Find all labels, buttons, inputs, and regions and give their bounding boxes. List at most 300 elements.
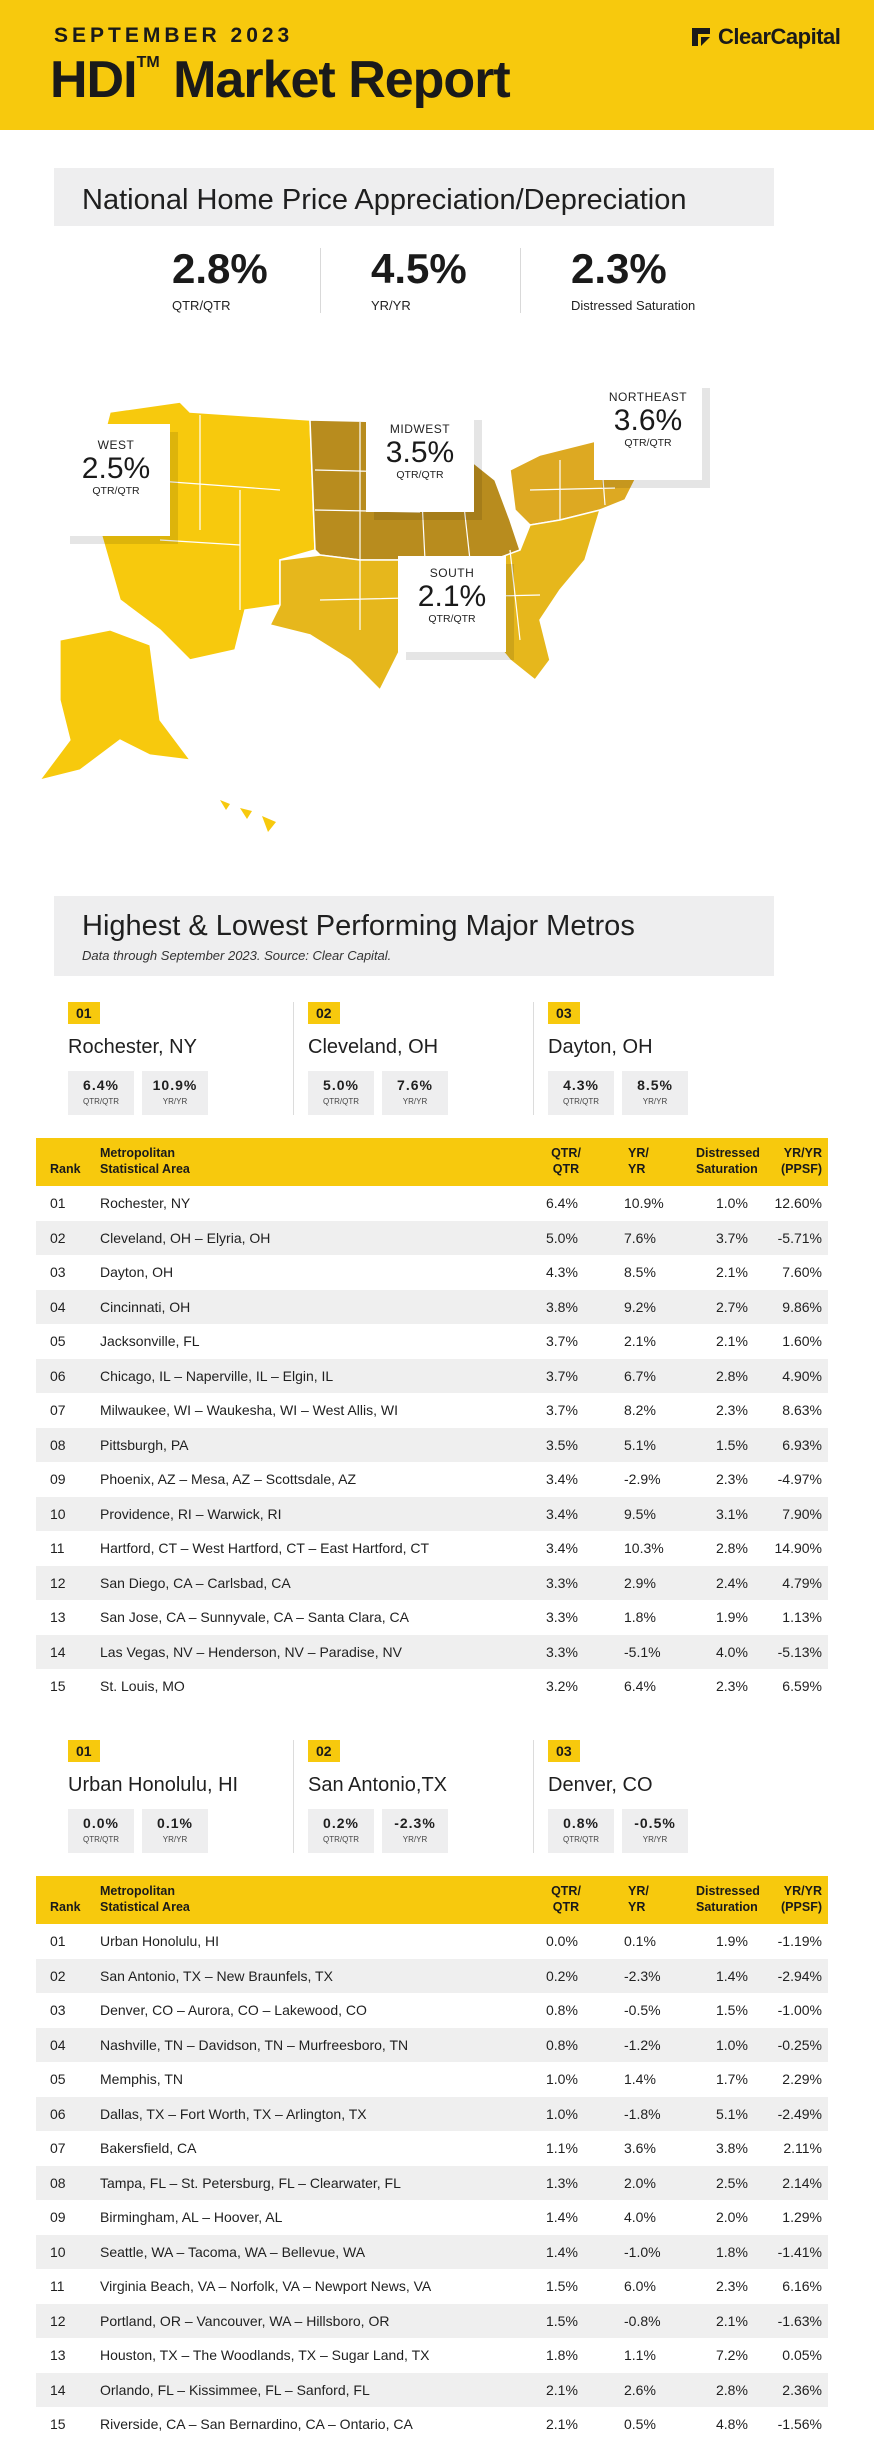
rank-badge: 02 (308, 1002, 340, 1024)
pill-label: QTR/QTR (323, 1097, 360, 1106)
header-ppsf-1: YR/YR (783, 1146, 822, 1160)
clear-capital-logo-icon (690, 26, 712, 48)
cell-metro: Memphis, TN (100, 2071, 183, 2087)
cell-yr: 2.1% (624, 1333, 656, 1349)
table-row (36, 2407, 828, 2440)
header-ppsf-2: (PPSF) (781, 1162, 822, 1176)
cell-qtr: 3.3% (546, 1609, 578, 1625)
cell-ppsf: 2.14% (782, 2174, 822, 2191)
header-qtr-2: QTR (552, 1162, 580, 1176)
cell-ppsf: -2.94% (777, 1967, 822, 1984)
table-row (36, 2166, 828, 2201)
header-metro-2: Statistical Area (100, 1162, 190, 1176)
pill-label: QTR/QTR (83, 1097, 119, 1106)
cell-rank: 13 (50, 2347, 66, 2363)
trademark-mark: TM (136, 54, 160, 71)
cell-rank: 14 (50, 1643, 66, 1660)
cell-metro: Cleveland, OH – Elyria, OH (100, 1229, 271, 1246)
cell-distressed: 1.9% (716, 1933, 748, 1949)
cell-rank: 04 (50, 2036, 66, 2053)
pill-value: 8.5% (637, 1077, 673, 1093)
region-card-northeast (594, 380, 702, 480)
national-stats (120, 245, 720, 313)
cell-metro: Portland, OR – Vancouver, WA – Hillsboro, OR (100, 2312, 390, 2329)
cell-ppsf: 6.16% (782, 2278, 822, 2294)
pill-value: -2.3% (394, 1815, 436, 1831)
cell-qtr: 1.5% (546, 2312, 578, 2329)
lowest-metros-table (36, 1876, 828, 2440)
cell-metro: Orlando, FL – Kissimmee, FL – Sanford, FL (100, 2381, 370, 2398)
rank-badge: 03 (548, 1002, 580, 1024)
yr-pill (382, 1809, 448, 1853)
cell-distressed: 2.3% (716, 1678, 748, 1694)
rank-badge: 02 (308, 1740, 340, 1762)
cell-qtr: 5.0% (546, 1229, 578, 1246)
table-row (36, 1497, 828, 1532)
pill-label: YR/YR (402, 1835, 428, 1844)
pill-value: 0.8% (563, 1815, 599, 1831)
cell-yr: 6.0% (624, 2278, 656, 2294)
cell-rank: 11 (50, 2278, 65, 2294)
highest-card-1 (54, 1002, 294, 1115)
header-qtr-2: QTR (552, 1900, 580, 1914)
cell-qtr: 3.4% (546, 1471, 578, 1487)
cell-ppsf: 6.93% (782, 1436, 822, 1453)
region-card-midwest (366, 412, 474, 512)
cell-metro: Nashville, TN – Davidson, TN – Murfreesboro, TN (100, 2036, 409, 2053)
cell-qtr: 1.0% (546, 2105, 578, 2122)
stat-value: 4.5% (371, 245, 467, 292)
cell-distressed: 2.3% (716, 1471, 748, 1487)
table-row (36, 1993, 828, 2028)
table-row (36, 2304, 828, 2339)
cell-metro: Houston, TX – The Woodlands, TX – Sugar Land, TX (100, 2347, 430, 2363)
cell-yr: 2.6% (624, 2381, 656, 2398)
cell-ppsf: 6.59% (782, 1678, 822, 1694)
metro-pills (548, 1071, 774, 1115)
rank-badge: 01 (68, 1740, 100, 1762)
cell-metro: Dallas, TX – Fort Worth, TX – Arlington, TX (100, 2105, 367, 2122)
cell-qtr: 3.3% (546, 1574, 578, 1591)
cell-rank: 10 (50, 1505, 66, 1522)
region-card-west (62, 424, 170, 536)
cell-ppsf: -1.41% (777, 2243, 822, 2260)
cell-qtr: 6.4% (546, 1195, 578, 1211)
qtr-pill (308, 1809, 374, 1853)
cell-ppsf: 2.11% (783, 2140, 822, 2156)
cell-yr: 4.0% (624, 2209, 656, 2225)
cell-rank: 01 (50, 1195, 66, 1211)
report-header (0, 0, 874, 130)
cell-rank: 15 (50, 1678, 66, 1694)
cell-rank: 06 (50, 1367, 66, 1384)
qtr-pill (68, 1809, 134, 1853)
cell-rank: 04 (50, 1298, 66, 1315)
pill-label: YR/YR (162, 1835, 188, 1844)
cell-distressed: 3.7% (716, 1229, 748, 1246)
cell-metro: Milwaukee, WI – Waukesha, WI – West Allis, WI (100, 1402, 398, 1418)
table-row (36, 1186, 828, 1221)
cell-metro: Virginia Beach, VA – Norfolk, VA – Newport News, VA (100, 2278, 432, 2294)
pill-label: QTR/QTR (563, 1097, 600, 1106)
cell-yr: 9.5% (624, 1505, 656, 1522)
cell-qtr: 1.1% (546, 2140, 578, 2156)
cell-yr: 1.1% (624, 2347, 656, 2363)
cell-ppsf: 7.90% (782, 1505, 822, 1522)
cell-qtr: 3.7% (546, 1367, 578, 1384)
header-yr-2: YR (628, 1900, 646, 1914)
table-row (36, 2200, 828, 2235)
yr-pill (142, 1809, 208, 1853)
region-name: NORTHEAST (608, 390, 688, 404)
cell-metro: Denver, CO – Aurora, CO – Lakewood, CO (100, 2002, 367, 2018)
cell-metro: Pittsburgh, PA (100, 1436, 189, 1453)
table-row (36, 2028, 828, 2063)
cell-metro: Hartford, CT – West Hartford, CT – East Hartford, CT (100, 1540, 430, 1556)
cell-qtr: 1.4% (546, 2243, 578, 2260)
pill-value: 5.0% (323, 1077, 359, 1093)
cell-yr: 9.2% (624, 1298, 656, 1315)
cell-distressed: 2.8% (716, 1540, 748, 1556)
cell-qtr: 2.1% (546, 2381, 578, 2398)
cell-ppsf: 14.90% (774, 1540, 822, 1556)
cell-metro: Phoenix, AZ – Mesa, AZ – Scottsdale, AZ (100, 1471, 357, 1487)
cell-rank: 12 (50, 1574, 66, 1591)
cell-qtr: 3.3% (546, 1643, 578, 1660)
cell-qtr: 3.4% (546, 1505, 578, 1522)
table-row (36, 1221, 828, 1256)
cell-distressed: 2.7% (716, 1298, 748, 1315)
highest-metros-table (36, 1138, 828, 1704)
cell-distressed: 4.0% (716, 1643, 748, 1660)
cell-ppsf: 4.79% (782, 1574, 822, 1591)
report-date: SEPTEMBER 2023 (54, 24, 294, 47)
rank-badge: 03 (548, 1740, 580, 1762)
cell-ppsf: -5.71% (777, 1229, 822, 1246)
qtr-pill (548, 1071, 614, 1115)
table-row (36, 2338, 828, 2373)
cell-distressed: 2.0% (716, 2209, 748, 2225)
cell-yr: -1.2% (624, 2036, 661, 2053)
cell-distressed: 2.1% (716, 1264, 748, 1280)
cell-yr: 0.5% (624, 2416, 656, 2432)
cell-distressed: 4.8% (716, 2416, 748, 2432)
cell-distressed: 2.1% (716, 1333, 748, 1349)
cell-metro: Urban Honolulu, HI (100, 1933, 220, 1949)
pill-value: 0.1% (157, 1815, 193, 1831)
lowest-top3 (54, 1740, 774, 1853)
region-value: 3.5% (385, 436, 455, 469)
metro-pills (308, 1071, 533, 1115)
pill-value: 0.2% (323, 1815, 359, 1831)
header-yr-1: YR/ (628, 1146, 649, 1160)
table-body (36, 1924, 828, 2440)
cell-qtr: 1.0% (546, 2071, 578, 2087)
cell-qtr: 1.5% (546, 2278, 578, 2294)
cell-ppsf: -0.25% (777, 2036, 822, 2053)
table-row (36, 1924, 828, 1959)
qtr-pill (548, 1809, 614, 1853)
cell-metro: Las Vegas, NV – Henderson, NV – Paradise, NV (100, 1643, 402, 1660)
cell-qtr: 3.2% (546, 1678, 578, 1694)
cell-distressed: 1.0% (716, 1195, 748, 1211)
metro-city: San Antonio,TX (308, 1774, 447, 1796)
cell-distressed: 1.5% (716, 1436, 748, 1453)
stat-yr (320, 245, 520, 313)
header-dist-1: Distressed (696, 1884, 760, 1898)
cell-metro: Bakersfield, CA (100, 2140, 197, 2156)
header-rank: Rank (50, 1900, 81, 1914)
cell-yr: 10.9% (624, 1195, 664, 1211)
cell-rank: 15 (50, 2416, 66, 2432)
cell-rank: 02 (50, 1229, 66, 1246)
table-row (36, 2131, 828, 2166)
stat-distressed (520, 245, 720, 313)
header-metro-2: Statistical Area (100, 1900, 190, 1914)
region-value: 2.5% (81, 452, 151, 485)
cell-qtr: 3.7% (546, 1333, 578, 1349)
stat-value: 2.3% (571, 245, 667, 292)
cell-rank: 07 (50, 2140, 66, 2156)
table-row (36, 1428, 828, 1463)
cell-rank: 02 (50, 1967, 66, 1984)
cell-qtr: 0.2% (546, 1967, 578, 1984)
cell-distressed: 3.1% (716, 1505, 748, 1522)
cell-rank: 12 (50, 2312, 66, 2329)
cell-rank: 01 (50, 1933, 66, 1949)
cell-yr: 10.3% (624, 1540, 664, 1556)
yr-pill (622, 1071, 688, 1115)
region-name: MIDWEST (389, 422, 451, 436)
cell-distressed: 2.8% (716, 1367, 748, 1384)
cell-qtr: 0.8% (546, 2002, 578, 2018)
cell-metro: Providence, RI – Warwick, RI (100, 1505, 282, 1522)
table-row (36, 2062, 828, 2097)
table-row (36, 1600, 828, 1635)
cell-ppsf: -1.56% (777, 2416, 822, 2432)
cell-yr: -5.1% (624, 1643, 661, 1660)
cell-qtr: 3.5% (546, 1436, 578, 1453)
cell-distressed: 2.5% (716, 2174, 748, 2191)
metro-city: Cleveland, OH (308, 1036, 439, 1058)
cell-qtr: 3.4% (546, 1540, 578, 1556)
cell-distressed: 7.2% (716, 2347, 748, 2363)
header-yr-2: YR (628, 1162, 646, 1176)
table-row (36, 1359, 828, 1394)
table-row (36, 1393, 828, 1428)
cell-ppsf: -1.63% (777, 2312, 822, 2329)
report-title (50, 50, 510, 110)
cell-rank: 08 (50, 2174, 66, 2191)
region-label: QTR/QTR (396, 469, 444, 481)
cell-rank: 08 (50, 1436, 66, 1453)
title-suffix: Market Report (159, 51, 510, 109)
cell-ppsf: 1.60% (782, 1333, 822, 1349)
cell-metro: Jacksonville, FL (100, 1333, 200, 1349)
cell-ppsf: -1.00% (777, 2002, 822, 2018)
cell-rank: 09 (50, 1471, 66, 1487)
region-label: QTR/QTR (624, 437, 672, 449)
national-heading: National Home Price Appreciation/Depreciation (82, 184, 687, 216)
cell-yr: -0.5% (624, 2002, 661, 2018)
cell-rank: 06 (50, 2105, 66, 2122)
stat-value: 2.8% (172, 245, 268, 292)
metros-subheading: Data through September 2023. Source: Clear Capital. (82, 948, 392, 963)
metros-heading: Highest & Lowest Performing Major Metros (82, 910, 635, 942)
header-rank: Rank (50, 1162, 81, 1176)
pill-label: QTR/QTR (323, 1835, 360, 1844)
cell-distressed: 2.8% (716, 2381, 748, 2398)
cell-metro: San Diego, CA – Carlsbad, CA (100, 1574, 291, 1591)
cell-rank: 09 (50, 2209, 66, 2225)
cell-ppsf: -5.13% (777, 1643, 822, 1660)
national-heading-banner (54, 168, 774, 226)
cell-rank: 05 (50, 2071, 66, 2087)
cell-ppsf: 1.13% (782, 1609, 822, 1625)
table-row (36, 1669, 828, 1704)
yr-pill (622, 1809, 688, 1853)
lowest-card-1 (54, 1740, 294, 1853)
cell-distressed: 1.8% (716, 2243, 748, 2260)
metro-city: Rochester, NY (68, 1036, 197, 1058)
header-qtr-1: QTR/ (551, 1146, 581, 1160)
table-row (36, 2373, 828, 2408)
pill-label: YR/YR (162, 1097, 188, 1106)
cell-ppsf: 0.05% (782, 2347, 822, 2363)
highest-top3 (54, 1002, 774, 1115)
cell-ppsf: 8.63% (782, 1402, 822, 1418)
table-header (36, 1138, 828, 1186)
cell-metro: Chicago, IL – Naperville, IL – Elgin, IL (100, 1367, 334, 1384)
table-row (36, 1531, 828, 1566)
header-dist-2: Saturation (696, 1900, 758, 1914)
yr-pill (382, 1071, 448, 1115)
cell-distressed: 2.1% (716, 2312, 748, 2329)
cell-metro: Cincinnati, OH (100, 1298, 191, 1315)
table-row (36, 1255, 828, 1290)
pill-label: YR/YR (642, 1097, 668, 1106)
table-row (36, 2269, 828, 2304)
header-ppsf-1: YR/YR (783, 1884, 822, 1898)
cell-rank: 13 (50, 1609, 66, 1625)
pill-value: 7.6% (397, 1077, 433, 1093)
cell-rank: 10 (50, 2243, 66, 2260)
cell-distressed: 2.3% (716, 2278, 748, 2294)
pill-label: QTR/QTR (563, 1835, 600, 1844)
pill-value: 4.3% (563, 1077, 599, 1093)
header-metro-1: Metropolitan (100, 1884, 175, 1898)
cell-rank: 07 (50, 1402, 66, 1418)
pill-value: 0.0% (83, 1815, 119, 1831)
region-value: 3.6% (613, 404, 683, 437)
cell-distressed: 2.4% (716, 1574, 748, 1591)
cell-yr: -1.8% (624, 2105, 661, 2122)
cell-rank: 05 (50, 1333, 66, 1349)
yr-pill (142, 1071, 208, 1115)
highest-card-3 (534, 1002, 774, 1115)
pill-value: -0.5% (634, 1815, 676, 1831)
cell-distressed: 1.7% (716, 2071, 748, 2087)
table-row (36, 1566, 828, 1601)
table-body (36, 1186, 828, 1704)
cell-qtr: 3.7% (546, 1402, 578, 1418)
qtr-pill (308, 1071, 374, 1115)
cell-ppsf: 7.60% (782, 1264, 822, 1280)
header-dist-1: Distressed (696, 1146, 760, 1160)
cell-yr: 2.0% (624, 2174, 656, 2191)
cell-metro: St. Louis, MO (100, 1678, 185, 1694)
cell-distressed: 1.0% (716, 2036, 748, 2053)
header-qtr-1: QTR/ (551, 1884, 581, 1898)
cell-distressed: 5.1% (716, 2105, 748, 2122)
cell-rank: 03 (50, 1264, 66, 1280)
stat-qtr (120, 245, 320, 313)
metro-city: Denver, CO (548, 1774, 653, 1796)
qtr-pill (68, 1071, 134, 1115)
cell-qtr: 4.3% (546, 1264, 578, 1280)
cell-yr: -1.0% (624, 2243, 661, 2260)
table-header (36, 1876, 828, 1924)
cell-yr: -0.8% (624, 2312, 661, 2329)
cell-yr: 8.5% (624, 1264, 656, 1280)
cell-yr: -2.3% (624, 1967, 661, 1984)
cell-distressed: 2.3% (716, 1402, 748, 1418)
pill-value: 10.9% (152, 1077, 198, 1093)
rank-badge: 01 (68, 1002, 100, 1024)
table-row (36, 1324, 828, 1359)
cell-rank: 11 (50, 1540, 65, 1556)
cell-ppsf: 4.90% (782, 1367, 822, 1384)
cell-ppsf: 2.29% (782, 2071, 822, 2087)
cell-qtr: 0.0% (546, 1933, 578, 1949)
header-metro-1: Metropolitan (100, 1146, 175, 1160)
stat-label: YR/YR (371, 298, 411, 313)
table-row (36, 1959, 828, 1994)
metro-pills (308, 1809, 533, 1853)
cell-ppsf: 2.36% (782, 2381, 822, 2398)
cell-yr: 5.1% (624, 1436, 656, 1453)
cell-metro: Seattle, WA – Tacoma, WA – Bellevue, WA (100, 2243, 366, 2260)
title-prefix: HDI (50, 51, 137, 109)
cell-metro: Tampa, FL – St. Petersburg, FL – Clearwater, FL (100, 2174, 401, 2191)
cell-yr: 8.2% (624, 1402, 656, 1418)
metro-pills (68, 1809, 293, 1853)
cell-yr: 7.6% (624, 1229, 656, 1246)
cell-yr: 1.4% (624, 2071, 656, 2087)
header-dist-2: Saturation (696, 1162, 758, 1176)
cell-distressed: 1.4% (716, 1967, 748, 1984)
cell-qtr: 2.1% (546, 2416, 578, 2432)
cell-ppsf: -1.19% (777, 1933, 822, 1949)
cell-yr: 3.6% (624, 2140, 656, 2156)
clear-capital-logo (690, 24, 840, 50)
metro-pills (68, 1071, 293, 1115)
pill-label: YR/YR (642, 1835, 668, 1844)
highest-card-2 (294, 1002, 534, 1115)
cell-rank: 14 (50, 2381, 66, 2398)
pill-value: 6.4% (83, 1077, 119, 1093)
lowest-card-2 (294, 1740, 534, 1853)
cell-qtr: 0.8% (546, 2036, 578, 2053)
cell-qtr: 1.4% (546, 2209, 578, 2225)
cell-ppsf: 1.29% (782, 2209, 822, 2225)
cell-ppsf: -4.97% (777, 1471, 822, 1487)
cell-metro: Dayton, OH (100, 1264, 174, 1280)
cell-metro: San Antonio, TX – New Braunfels, TX (100, 1967, 333, 1984)
cell-yr: -2.9% (624, 1471, 661, 1487)
cell-ppsf: 9.86% (782, 1298, 822, 1315)
cell-yr: 1.8% (624, 1609, 656, 1625)
